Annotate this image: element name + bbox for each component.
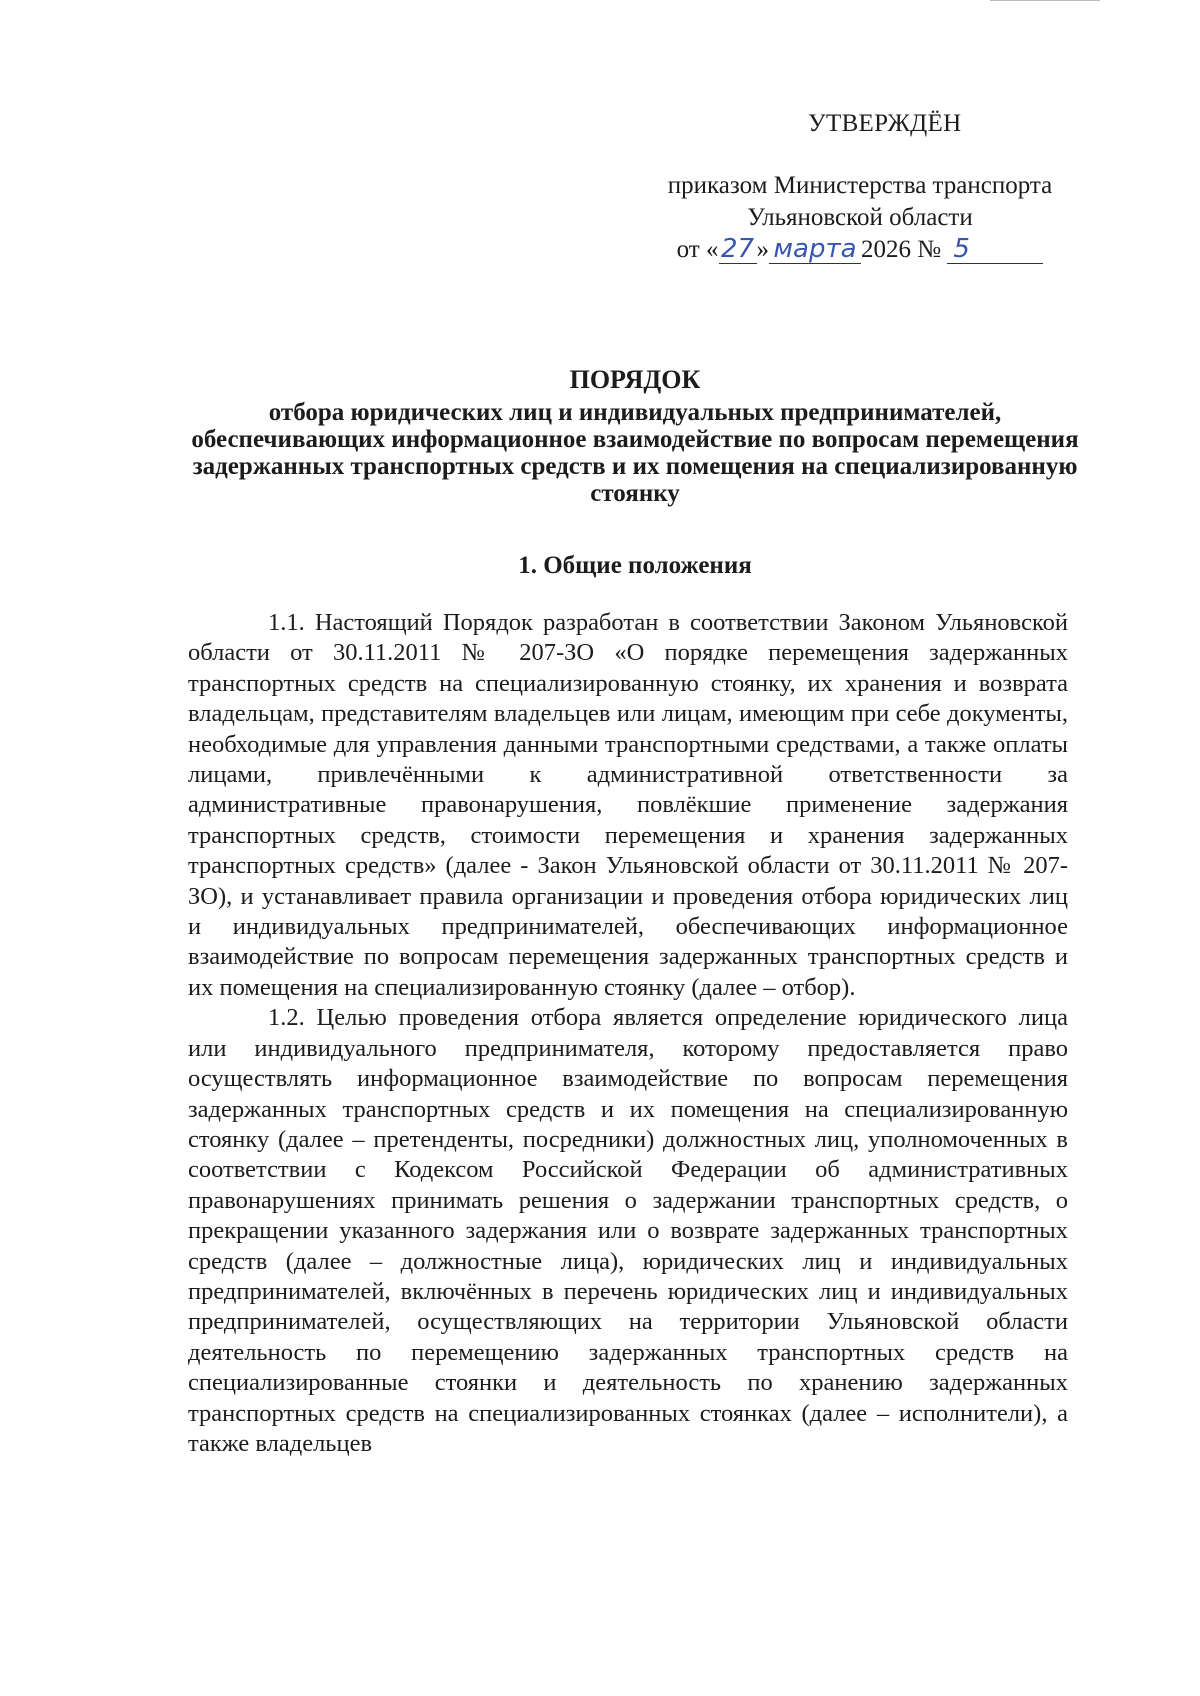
approval-stamp-block bbox=[640, 108, 1080, 266]
date-mid: » bbox=[756, 236, 769, 263]
approval-label: УТВЕРЖДЁН bbox=[808, 110, 962, 137]
document-subtitle: отбора юридических лиц и индивидуальных предпринимателей, обеспечивающих информационное взаимодействие по вопросам перемещения задержанных транспортных средств и их помещения на специализированную стоянку bbox=[191, 399, 1079, 507]
paragraph-1-2: 1.2. Целью проведения отбора является определение юридического лица или индивидуального предпринимателя, которому предоставляется право осуществлять информационное взаимодействие по вопросам перемещения задержанных транспортных средств и их помещения на специализированную стоянку (далее – претенденты, посредники) должностных лиц, уполномоченных в соответствии с Кодексом Российской Федерации об административных правонарушениях принимать решения о задержании транспортных средств, о прекращении указанного задержания или о возврате задержанных транспортных средств (далее – должностные лица), юридических лиц и индивидуальных предпринимателей, включённых в перечень юридических лиц и индивидуальных предпринимателей, осуществляющих на территории Ульяновской области деятельность по перемещению задержанных транспортных средств на специализированные стоянки и деятельность по хранению задержанных транспортных средств на специализированных стоянках (далее – исполнители), а также владельцев bbox=[188, 1004, 1068, 1457]
order-line-2: Ульяновской области bbox=[747, 204, 973, 231]
order-date-line bbox=[640, 234, 1080, 266]
scan-edge-mark bbox=[990, 0, 1100, 3]
handwritten-month: марта bbox=[769, 235, 861, 264]
section-heading: 1. Общие положения bbox=[518, 552, 752, 579]
date-prefix: от « bbox=[676, 236, 719, 263]
document-body bbox=[188, 608, 1068, 1459]
handwritten-day: 27 bbox=[719, 235, 757, 264]
document-title: ПОРЯДОК bbox=[569, 365, 701, 394]
document-title-block bbox=[185, 366, 1085, 507]
handwritten-order-number: 5 bbox=[947, 235, 1043, 264]
order-line-1: приказом Министерства транспорта bbox=[667, 172, 1053, 199]
year-text: 2026 № bbox=[861, 236, 942, 263]
paragraph-1-1: 1.1. Настоящий Порядок разработан в соответствии Законом Ульяновской области от 30.11.2011 № 207-ЗО «О порядке перемещения задержанных транспортных средств на специализированную стоянку, их хранения и возврата владельцам, представителям владельцев или лицам, имеющим при себе документы, необходимые для управления данными транспортными средствами, а также оплаты лицами, привлечёнными к административной ответственности за административные правонарушения, повлёкшие применение задержания транспортных средств, стоимости перемещения и хранения задержанных транспортных средств» (далее - Закон Ульяновской области от 30.11.2011 № 207-ЗО), и устанавливает правила организации и проведения отбора юридических лиц и индивидуальных предпринимателей, обеспечивающих информационное взаимодействие по вопросам перемещения задержанных транспортных средств и их помещения на специализированную стоянку (далее – отбор). bbox=[188, 609, 1068, 1001]
